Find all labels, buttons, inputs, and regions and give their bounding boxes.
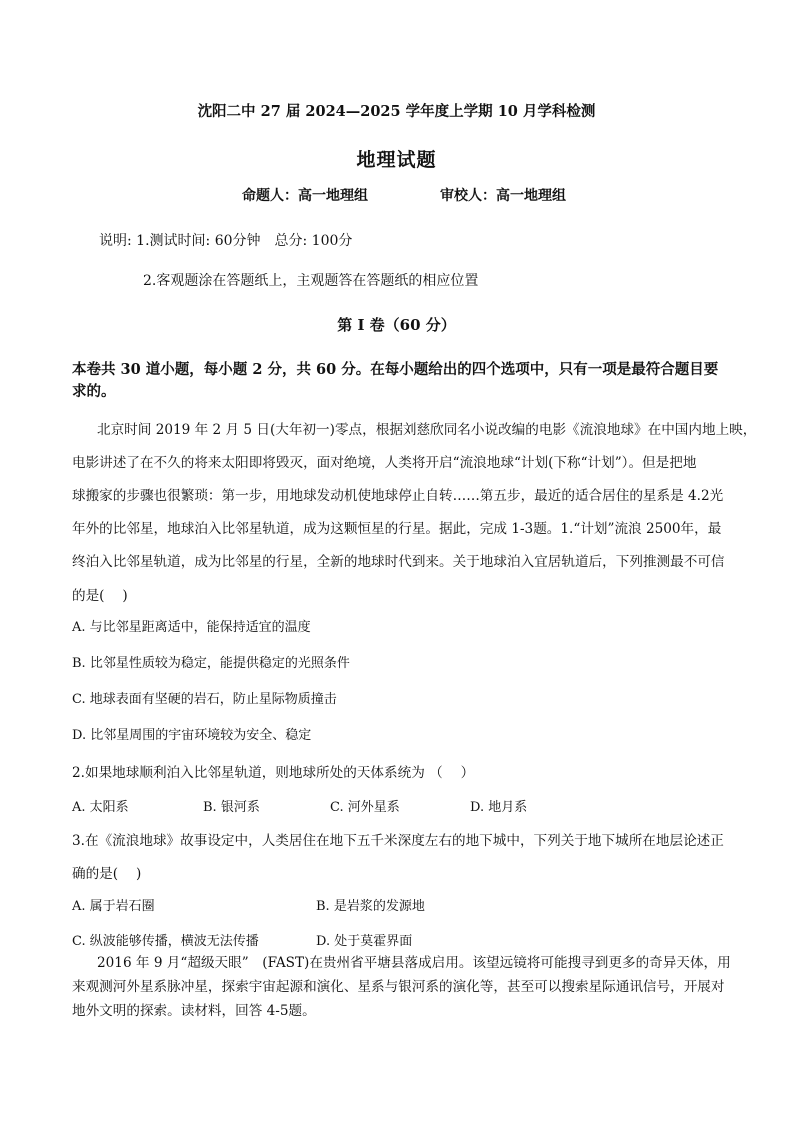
passage1-line-1: 北京时间 2019 年 2 月 5 日(大年初一)零点，根据刘慈欣同名小说改编的电影《流浪地球》在中国内地上映， xyxy=(97,422,757,438)
q2-option-b: B. 银河系 xyxy=(203,800,260,815)
q2-stem: 2.如果地球顺利泊入比邻星轨道，则地球所处的天体系统为 （ ） xyxy=(72,765,475,781)
q1-option-b: B. 比邻星性质较为稳定，能提供稳定的光照条件 xyxy=(72,656,350,671)
passage2-line-2: 来观测河外星系脉冲星，探索宇宙起源和演化、星系与银河系的演化等，甚至可以搜索星际通讯信号，开展对 xyxy=(72,979,725,995)
passage1-line-4: 年外的比邻星，地球泊入比邻星轨道，成为这颗恒星的行星。据此，完成 1-3题。1.“计划”流浪 2500年，最 xyxy=(72,521,722,537)
q3-option-a: A. 属于岩石圈 xyxy=(72,899,155,914)
passage1-line-3: 球搬家的步骤也很繁琐：第一步，用地球发动机使地球停止自转……第五步，最近的适合居住的星系是 4.2光 xyxy=(72,488,724,504)
note-line-1: 说明: 1.测试时间: 60分钟 总分: 100分 xyxy=(99,233,353,249)
subject-title: 地理试题 xyxy=(356,149,437,171)
q2-option-a: A. 太阳系 xyxy=(72,800,129,815)
passage2-line-3: 地外文明的探索。读材料，回答 4-5题。 xyxy=(72,1003,316,1019)
section-title: 第 I 卷（60 分） xyxy=(337,316,456,334)
q1-option-c: C. 地球表面有坚硬的岩石，防止星际物质撞击 xyxy=(72,692,337,707)
q3-option-c: C. 纵波能够传播，横波无法传播 xyxy=(72,934,259,949)
q3-stem-line-2: 确的是( ) xyxy=(72,866,142,882)
q1-option-d: D. 比邻星周围的宇宙环境较为安全、稳定 xyxy=(72,728,312,743)
passage1-line-6: 的是( ) xyxy=(72,588,128,604)
q3-stem-line-1: 3.在《流浪地球》故事设定中，人类居住在地下五千米深度左右的地下城中，下列关于地下城所在地层论述正 xyxy=(72,833,724,849)
note-line-2: 2.客观题涂在答题纸上，主观题答在答题纸的相应位置 xyxy=(143,273,479,289)
q3-option-d: D. 处于莫霍界面 xyxy=(316,934,413,949)
q2-option-c: C. 河外星系 xyxy=(330,800,400,815)
passage2-line-1: 2016 年 9 月“超级天眼” (FAST)在贵州省平塘县落成启用。该望远镜将可能搜寻到更多的奇异天体，用 xyxy=(97,955,731,971)
question-setter: 命题人：高一地理组 xyxy=(242,188,368,204)
section-instructions: 本卷共 30 道小题，每小题 2 分，共 60 分。在每小题给出的四个选项中，只有一项是最符合题目要求的。 xyxy=(72,361,719,400)
q3-option-b: B. 是岩浆的发源地 xyxy=(316,899,425,914)
q1-option-a: A. 与比邻星距离适中，能保持适宜的温度 xyxy=(72,620,311,635)
exam-title: 沈阳二中 27 届 2024—2025 学年度上学期 10 月学科检测 xyxy=(197,103,596,120)
passage1-line-2: 电影讲述了在不久的将来太阳即将毁灭，面对绝境，人类将开启“流浪地球“计划(下称“计划”）。但是把地 xyxy=(72,455,697,471)
q2-option-d: D. 地月系 xyxy=(470,800,528,815)
question-reviewer: 审校人：高一地理组 xyxy=(440,188,566,204)
passage1-line-5: 终泊入比邻星轨道，成为比邻星的行星，全新的地球时代到来。关于地球泊入宜居轨道后，下列推测最不可信 xyxy=(72,554,725,570)
